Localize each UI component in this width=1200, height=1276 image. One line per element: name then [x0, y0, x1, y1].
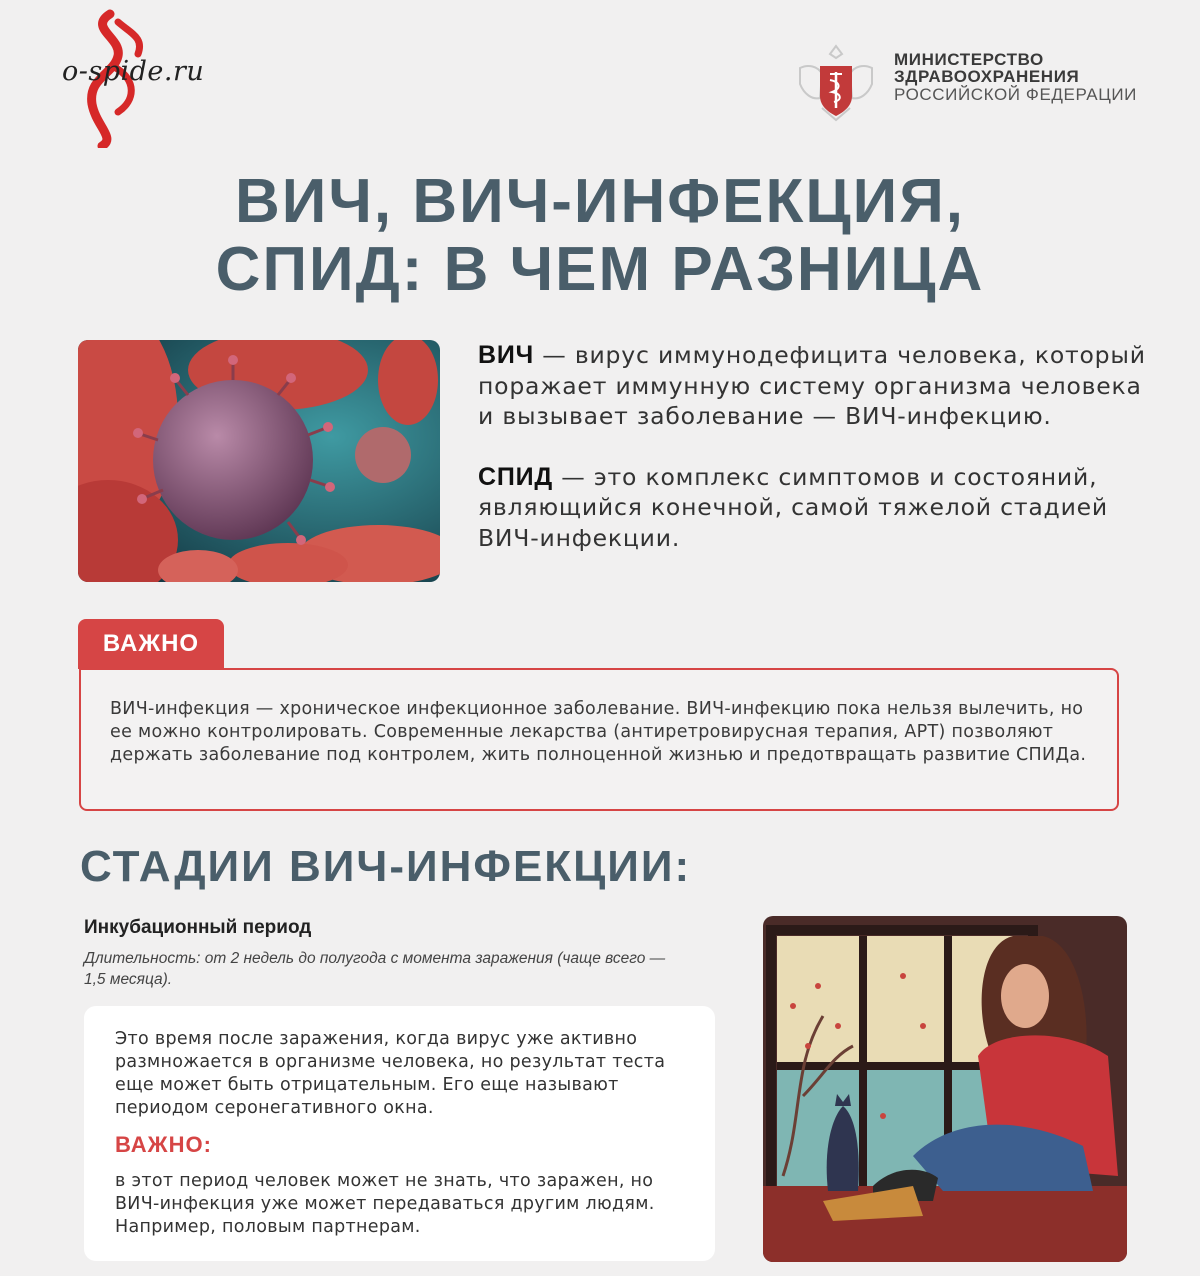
important-box	[79, 668, 1119, 811]
ministry-logo	[790, 38, 1150, 128]
definitions	[478, 340, 1158, 583]
page-title	[0, 168, 1200, 304]
stage-description: Это время после заражения, когда вирус уже активно размножается в организме человека, но результат теста еще может быть отрицательным. Его еще называют периодом серонегативного окна.	[115, 1029, 666, 1118]
stage-name: Инкубационный период	[84, 917, 312, 938]
definition-term: ВИЧ	[478, 341, 534, 369]
girl-with-cat-illustration	[763, 916, 1127, 1262]
definition-text: — это комплекс симптомов и состояний, являющийся конечной, самой тяжелой стадией ВИЧ-инфекции.	[478, 462, 1108, 552]
stages-title: СТАДИИ ВИЧ-ИНФЕКЦИИ:	[80, 842, 692, 891]
site-logo[interactable]	[58, 8, 258, 148]
important-label: ВАЖНО	[78, 619, 224, 669]
definition-text: — вирус иммунодефицита человека, который поражает иммунную систему организма человека и вызывает заболевание — ВИЧ-инфекцию.	[478, 341, 1146, 430]
definition-hiv	[478, 340, 1158, 432]
ministry-line-2: ЗДРАВООХРАНЕНИЯ	[894, 67, 1080, 86]
stage-warning-text: в этот период человек может не знать, что заражен, но ВИЧ-инфекция уже может передаваться другим людям. Например, половым партнерам.	[115, 1171, 655, 1237]
site-logo-text: o-spide.ru	[62, 56, 205, 87]
definition-aids	[478, 462, 1158, 554]
stage-duration: Длительность: от 2 недель до полугода с момента заражения (чаще всего — 1,5 месяца).	[84, 950, 666, 988]
page-title-line-1: ВИЧ, ВИЧ-ИНФЕКЦИЯ,	[235, 167, 965, 236]
ministry-line-3: РОССИЙСКОЙ ФЕДЕРАЦИИ	[894, 85, 1138, 104]
stage-card	[84, 1006, 715, 1261]
ministry-line-1: МИНИСТЕРСТВО	[894, 50, 1044, 69]
stage-warning-label: ВАЖНО:	[115, 1132, 212, 1157]
definition-term: СПИД	[478, 462, 554, 491]
page-title-line-2: СПИД: В ЧЕМ РАЗНИЦА	[215, 235, 985, 304]
virus-illustration	[78, 340, 440, 582]
ministry-emblem-icon	[790, 38, 882, 130]
important-text: ВИЧ-инфекция — хроническое инфекционное заболевание. ВИЧ-инфекцию пока нельзя вылечить, но ее можно контролировать. Современные лекарства (антиретровирусная терапия, АРТ) позволяют держать заболевание под контролем, жить полноценной жизнью и предотвращать развитие СПИДа.	[110, 699, 1087, 765]
